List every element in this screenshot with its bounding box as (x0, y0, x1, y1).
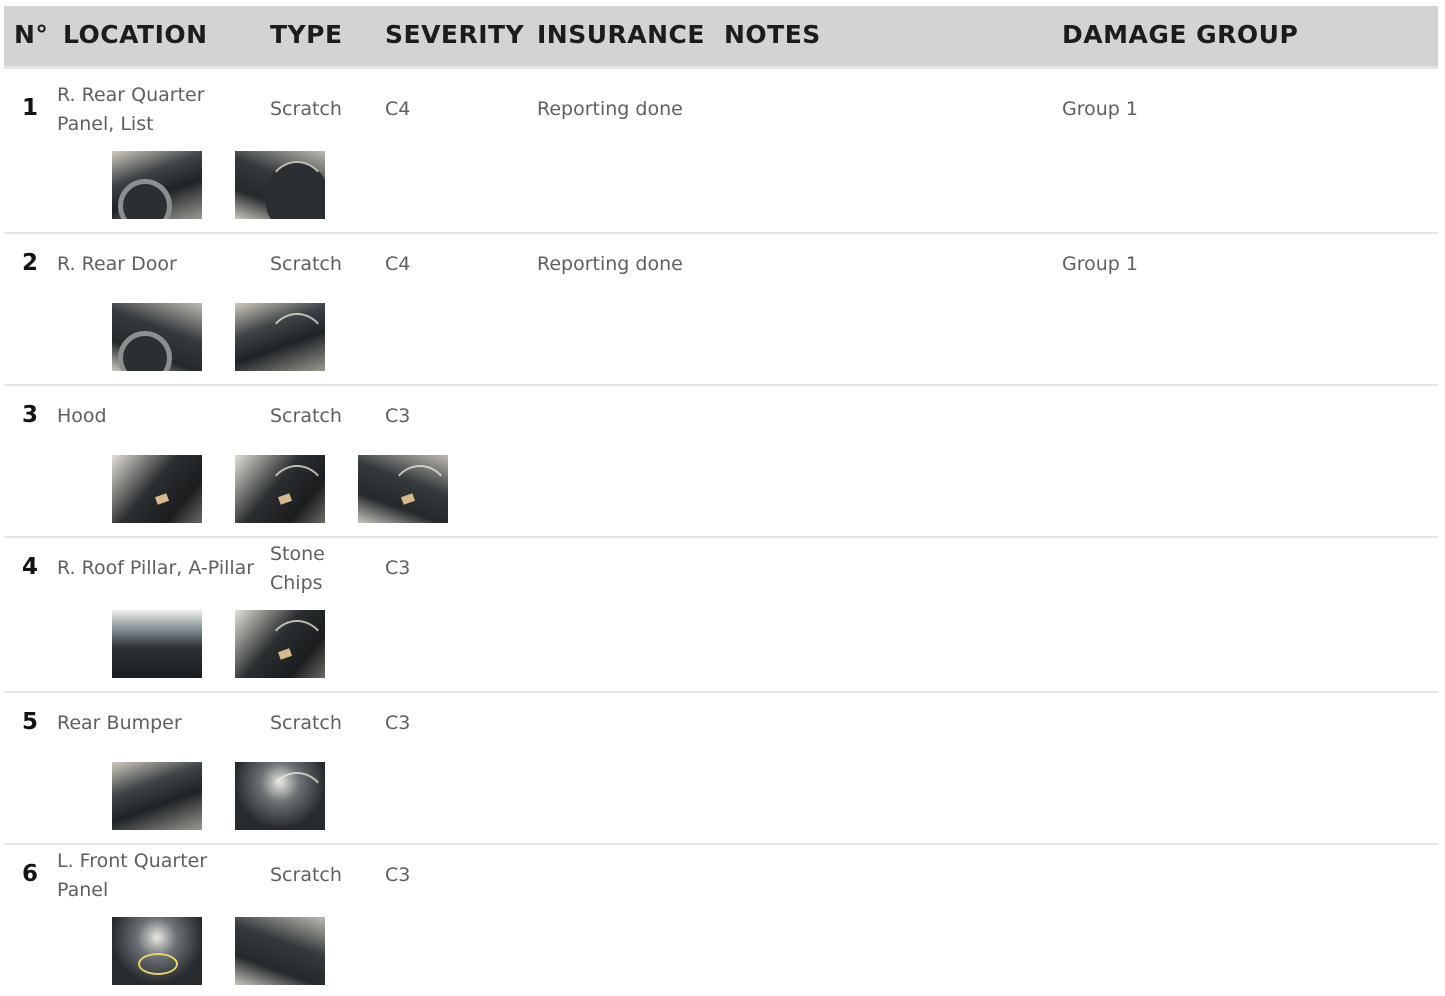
row-type: Stone Chips (270, 543, 325, 594)
row-type: Scratch (270, 405, 342, 427)
damage-photo-thumbnail[interactable] (235, 151, 325, 219)
row-insurance: Reporting done (537, 253, 683, 275)
row-damage-group: Group 1 (1062, 253, 1138, 275)
row-location: Rear Bumper (57, 712, 182, 734)
table-header (4, 6, 1438, 69)
damage-photo-thumbnail[interactable] (235, 762, 325, 830)
damage-photo-thumbnail[interactable] (235, 455, 325, 523)
table-row (4, 386, 1438, 538)
row-number: 4 (22, 554, 39, 580)
row-number: 1 (22, 95, 39, 121)
row-number: 3 (22, 402, 39, 428)
row-severity: C3 (385, 712, 411, 734)
damage-photo-thumbnail[interactable] (112, 151, 202, 219)
row-severity: C3 (385, 864, 411, 886)
row-insurance: Reporting done (537, 98, 683, 120)
row-type: Scratch (270, 253, 342, 275)
damage-photo-thumbnail[interactable] (358, 455, 448, 523)
photo-strip (112, 610, 325, 678)
header-type: TYPE (270, 20, 343, 49)
damage-photo-thumbnail[interactable] (112, 610, 202, 678)
row-number: 2 (22, 250, 39, 276)
damage-photo-thumbnail[interactable] (112, 917, 202, 985)
damage-photo-thumbnail[interactable] (235, 917, 325, 985)
row-location: Hood (57, 405, 107, 427)
damage-photo-thumbnail[interactable] (112, 303, 202, 371)
header-severity: SEVERITY (385, 20, 525, 49)
row-severity: C3 (385, 557, 411, 579)
damage-photo-thumbnail[interactable] (235, 303, 325, 371)
header-notes: NOTES (724, 20, 821, 49)
damage-photo-thumbnail[interactable] (112, 455, 202, 523)
table-row (4, 693, 1438, 845)
row-severity: C4 (385, 98, 411, 120)
table-row (4, 845, 1438, 996)
row-location: R. Roof Pillar, A-Pillar (57, 557, 255, 579)
header-damage-group: DAMAGE GROUP (1062, 20, 1299, 49)
row-number: 6 (22, 861, 39, 887)
damage-photo-thumbnail[interactable] (112, 762, 202, 830)
photo-strip (112, 303, 325, 371)
row-type: Scratch (270, 98, 342, 120)
header-number: N° (14, 20, 49, 49)
row-number: 5 (22, 709, 39, 735)
row-location: R. Rear Door (57, 253, 177, 275)
photo-strip (112, 762, 325, 830)
row-severity: C3 (385, 405, 411, 427)
row-damage-group: Group 1 (1062, 98, 1138, 120)
row-type: Scratch (270, 864, 342, 886)
photo-strip (112, 455, 448, 523)
damage-photo-thumbnail[interactable] (235, 610, 325, 678)
table-row (4, 538, 1438, 693)
row-location: R. Rear Quarter Panel, List (57, 84, 205, 135)
row-type: Scratch (270, 712, 342, 734)
row-severity: C4 (385, 253, 411, 275)
photo-strip (112, 151, 325, 219)
header-location: LOCATION (63, 20, 208, 49)
table-row (4, 234, 1438, 386)
photo-strip (112, 917, 325, 985)
header-insurance: INSURANCE (537, 20, 705, 49)
table-row (4, 81, 1438, 234)
row-location: L. Front Quarter Panel (57, 850, 208, 901)
